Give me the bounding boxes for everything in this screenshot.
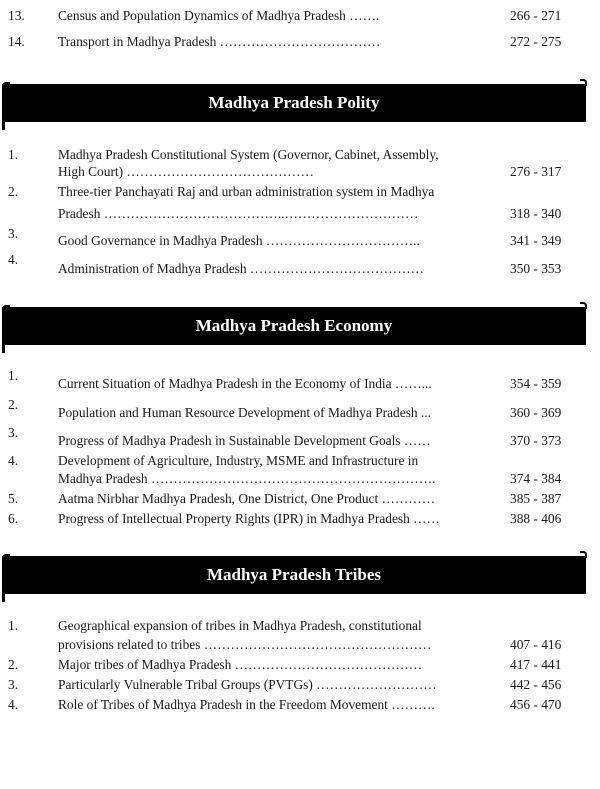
entry-number: 1. xyxy=(8,618,19,633)
entry-title: Population and Human Resource Development of Madhya Pradesh ... xyxy=(58,405,431,420)
section-banner-tribes: Madhya Pradesh Tribes xyxy=(2,556,586,594)
entry-number: 3. xyxy=(8,226,19,241)
entry-title-line1: Three-tier Panchayati Raj and urban administration system in Madhya xyxy=(58,184,435,199)
entry-title: Good Governance in Madhya Pradesh …………………………….. xyxy=(58,233,420,248)
entry-title: Major tribes of Madhya Pradesh …………………………………… xyxy=(58,657,423,672)
entry-number: 4. xyxy=(8,252,19,267)
entry-number: 4. xyxy=(8,697,19,712)
entry-number: 3. xyxy=(8,425,19,440)
entry-pages: 385 - 387 xyxy=(510,491,562,506)
entry-title: Census and Population Dynamics of Madhya Pradesh ……. xyxy=(58,8,380,23)
entry-title-line2: Pradesh …………………………………..………………………… xyxy=(58,206,419,221)
entry-number: 14. xyxy=(8,34,25,49)
entry-title: Progress of Intellectual Property Rights (IPR) in Madhya Pradesh …… xyxy=(58,511,440,526)
entry-title-line2: provisions related to tribes …………………………………………… xyxy=(58,637,432,652)
entry-pages: 272 - 275 xyxy=(510,34,562,49)
section-banner-polity: Madhya Pradesh Polity xyxy=(2,84,586,122)
entry-number: 5. xyxy=(8,491,19,506)
entry-title-line1: Development of Agriculture, Industry, MSME and Infrastructure in xyxy=(58,453,419,468)
entry-pages: 318 - 340 xyxy=(510,206,562,221)
entry-pages: 354 - 359 xyxy=(510,376,562,391)
entry-number: 2. xyxy=(8,657,19,672)
entry-title: Administration of Madhya Pradesh ………………………………… xyxy=(58,261,424,276)
entry-pages: 341 - 349 xyxy=(510,233,562,248)
entry-title-line2: High Court) …………………………………… xyxy=(58,164,314,179)
entry-pages: 456 - 470 xyxy=(510,697,562,712)
entry-pages: 374 - 384 xyxy=(510,471,562,486)
entry-pages: 276 - 317 xyxy=(510,164,562,179)
section-banner-economy: Madhya Pradesh Economy xyxy=(2,307,586,345)
entry-pages: 266 - 271 xyxy=(510,8,562,23)
entry-number: 4. xyxy=(8,453,19,468)
entry-title-line1: Madhya Pradesh Constitutional System (Governor, Cabinet, Assembly, xyxy=(58,147,439,162)
entry-title: Role of Tribes of Madhya Pradesh in the Freedom Movement ………. xyxy=(58,697,435,712)
entry-number: 6. xyxy=(8,511,19,526)
entry-number: 3. xyxy=(8,677,19,692)
entry-title: Current Situation of Madhya Pradesh in the Economy of India ……... xyxy=(58,376,432,391)
entry-pages: 370 - 373 xyxy=(510,433,562,448)
entry-number: 2. xyxy=(8,184,19,199)
entry-pages: 350 - 353 xyxy=(510,261,562,276)
entry-title: Progress of Madhya Pradesh in Sustainable Development Goals …… xyxy=(58,433,431,448)
entry-number: 1. xyxy=(8,147,19,162)
entry-title-line2: Madhya Pradesh ………………………………………………………. xyxy=(58,471,436,486)
entry-number: 2. xyxy=(8,397,19,412)
entry-pages: 407 - 416 xyxy=(510,637,562,652)
entry-pages: 388 - 406 xyxy=(510,511,562,526)
entry-number: 1. xyxy=(8,368,19,383)
entry-title: Transport in Madhya Pradesh ……………………………… xyxy=(58,34,381,49)
entry-title: Aatma Nirbhar Madhya Pradesh, One District, One Product ………… xyxy=(58,491,436,506)
entry-title: Particularly Vulnerable Tribal Groups (PVTGs) ……………………… xyxy=(58,677,437,692)
entry-pages: 360 - 369 xyxy=(510,405,562,420)
entry-number: 13. xyxy=(8,8,25,23)
entry-pages: 442 - 456 xyxy=(510,677,562,692)
entry-pages: 417 - 441 xyxy=(510,657,562,672)
entry-title-line1: Geographical expansion of tribes in Madhya Pradesh, constitutional xyxy=(58,618,422,633)
